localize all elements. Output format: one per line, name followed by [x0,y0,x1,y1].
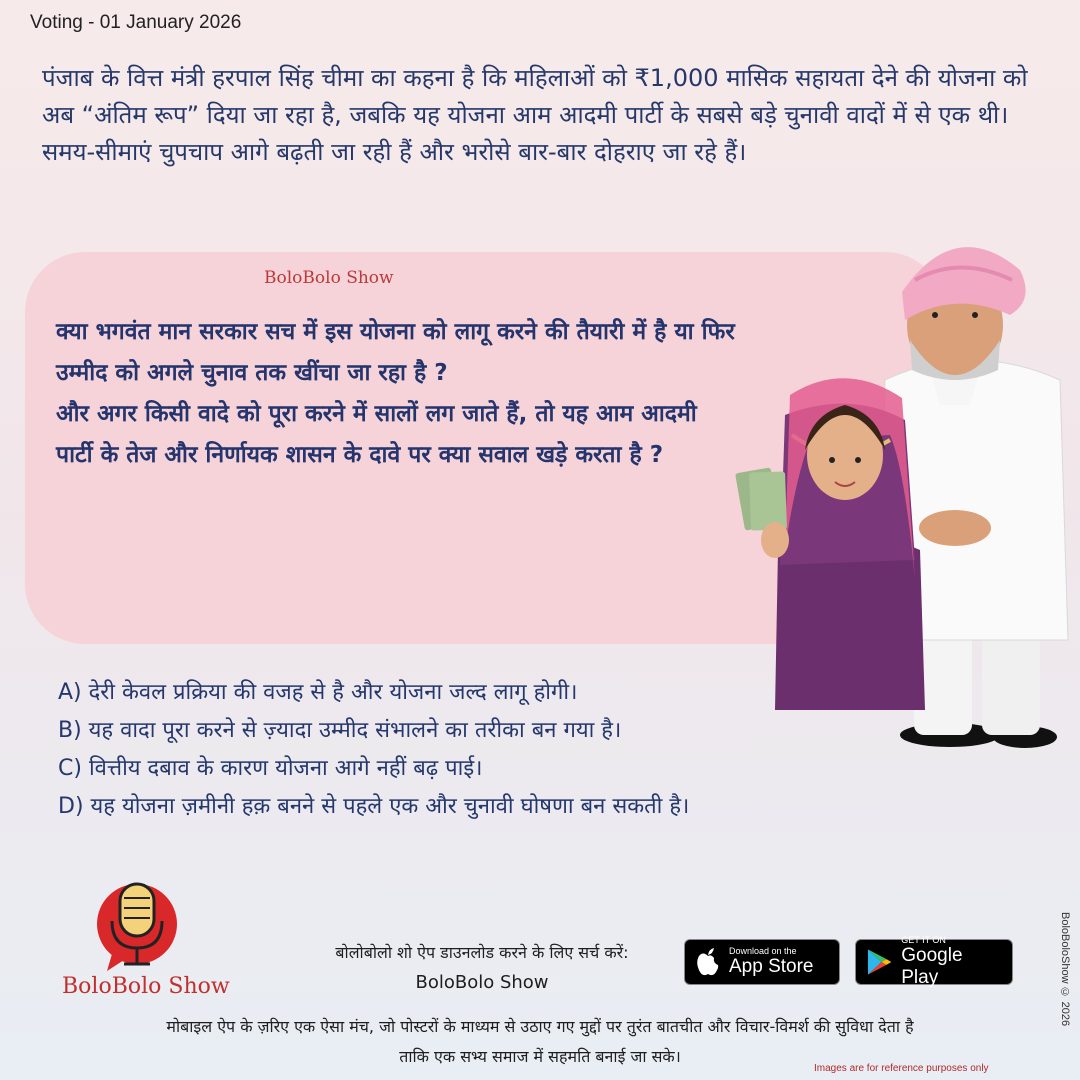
app-store-button[interactable] [684,939,840,985]
intro-paragraph: पंजाब के वित्त मंत्री हरपाल सिंह चीमा का कहना है कि महिलाओं को ₹1,000 मासिक सहायता देने की योजना को अब “अंतिम रूप” दिया जा रहा है, जबकि यह योजना आम आदमी पार्टी के सबसे बड़े चुनावी वादों में से एक थी। समय-सीमाएं चुपचाप आगे बढ़ती जा रही हैं और भरोसे बार-बार दोहराए जा रहे हैं। [42,64,1028,166]
apple-icon [695,947,721,977]
search-app-name: BoloBolo Show [415,972,549,993]
mission-line-1: मोबाइल ऐप के ज़रिए एक ऐसा मंच, जो पोस्टरों के माध्यम से उठाए गए मुद्दों पर तुरंत बातचीत और विचार-विमर्श की सुविधा देता है [166,1017,914,1036]
googleplay-small-label: GET IT ON [901,935,946,945]
copyright-vertical: BoloBoloShow © 2026 [1059,912,1071,1027]
footer-logo-text: BoloBolo Show [62,974,230,999]
options-list [58,674,938,826]
question-part-1: क्या भगवंत मान सरकार सच में इस योजना को लागू करने की तैयारी में है या फिर उम्मीद को अगले चुनाव तक खींचा जा रहा है ? [56,319,735,386]
download-instructions [292,938,672,998]
card-brand-label: BoloBolo Show [264,268,394,288]
appstore-small-label: Download on the [729,946,797,956]
download-line: बोलोबोलो शो ऐप डाउनलोड करने के लिए सर्च करें: [335,943,629,962]
option-d[interactable]: D) यह योजना ज़मीनी हक़ बनने से पहले एक और चुनावी घोषणा बन सकती है। [58,794,690,819]
google-play-button[interactable] [855,935,1013,988]
date-label: Voting - 01 January 2026 [30,12,242,33]
disclaimer-note: Images are for reference purposes only [814,1063,989,1074]
mission-line-2: ताकि एक सभ्य समाज में सहमति बनाई जा सके। [399,1047,681,1066]
option-a[interactable]: A) देरी केवल प्रक्रिया की वजह से है और योजना जल्द लागू होगी। [58,680,578,705]
option-c[interactable]: C) वित्तीय दबाव के कारण योजना आगे नहीं बढ़ पाई। [58,756,483,781]
voting-question [56,312,736,476]
googleplay-big-label: Google Play [901,945,963,988]
appstore-big-label: App Store [729,956,814,977]
google-play-icon [866,947,893,977]
option-b[interactable]: B) यह वादा पूरा करने से ज़्यादा उम्मीद संभालने का तरीका बन गया है। [58,718,622,743]
woman-figure [735,378,925,710]
question-part-2: और अगर किसी वादे को पूरा करने में सालों लग जाते हैं, तो यह आम आदमी पार्टी के तेज और निर्णायक शासन के दावे पर क्या सवाल खड़े करता है ? [56,401,697,468]
